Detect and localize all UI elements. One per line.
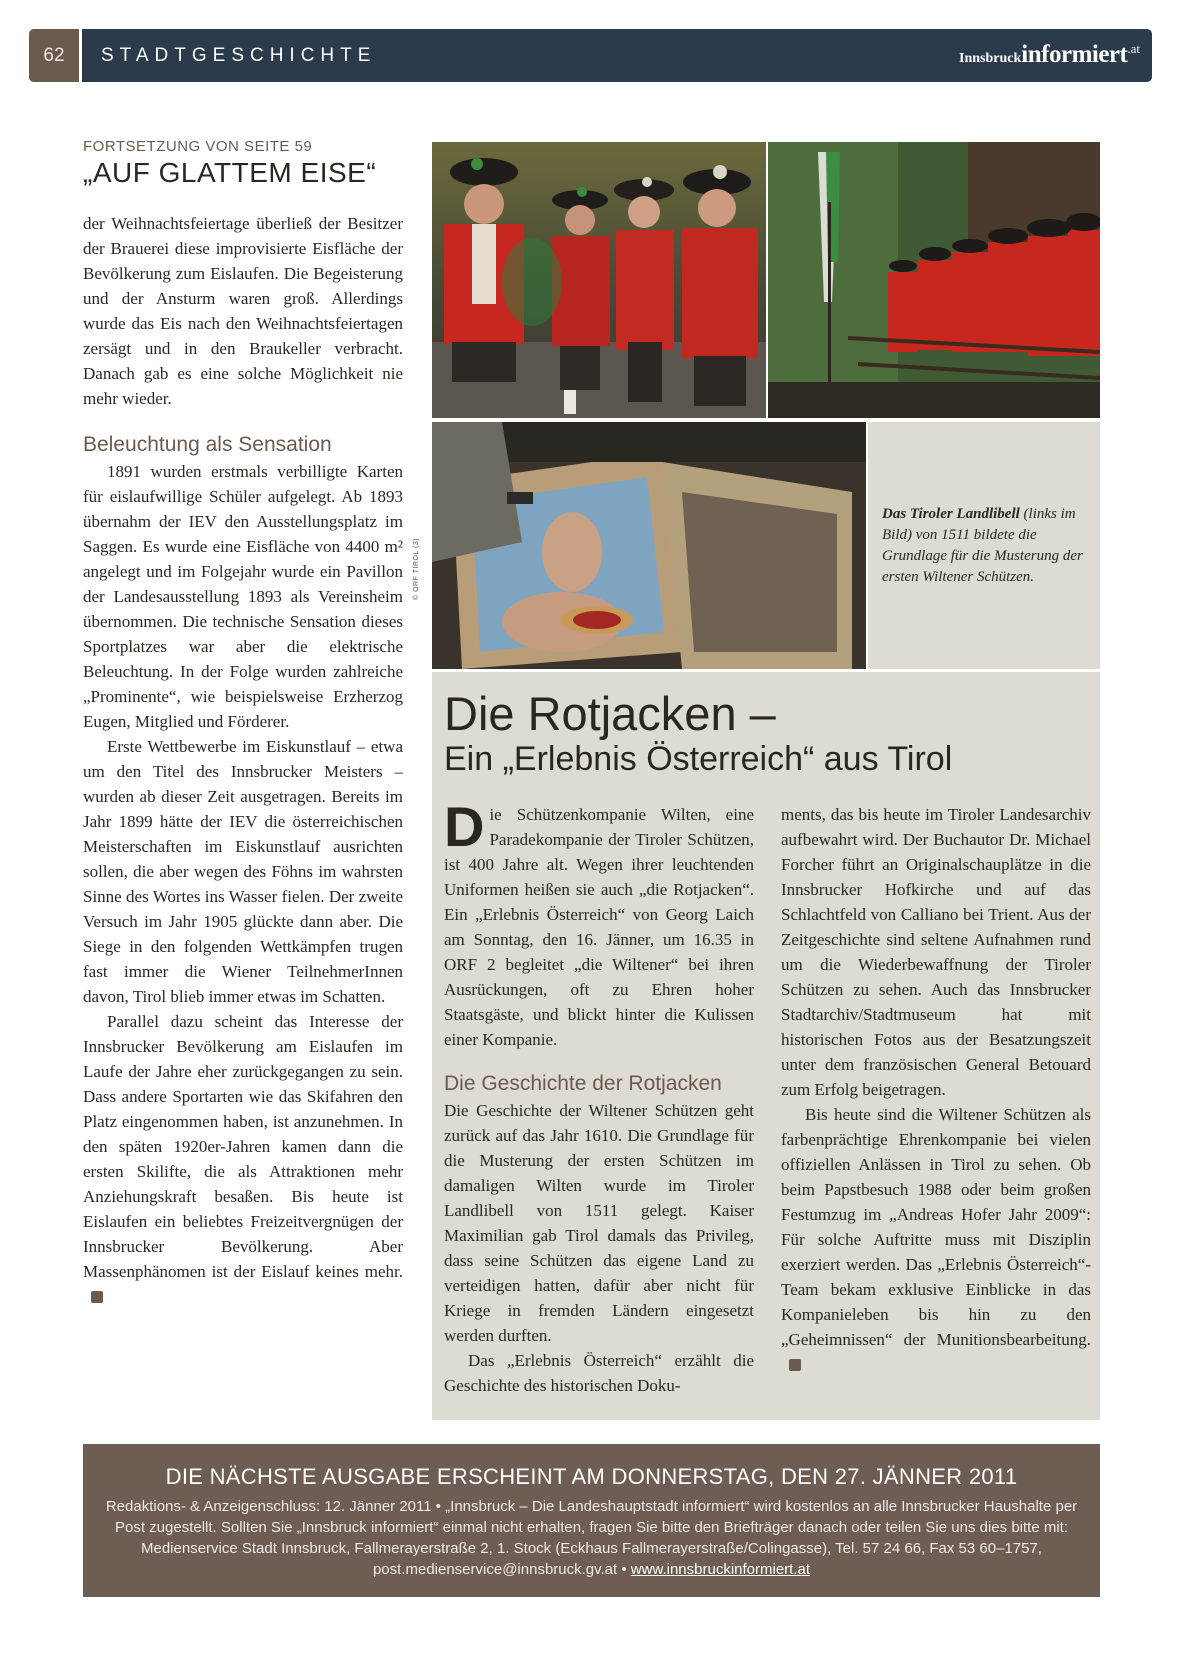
page-number: 62: [29, 29, 79, 82]
left-article: [83, 138, 403, 1309]
feature-closing-wrap: [781, 1102, 1091, 1377]
website-link[interactable]: www.innsbruckinformiert.at: [630, 1561, 811, 1578]
left-paragraph-1: der Weihnachtsfeiertage überließ der Besitzer der Brauerei diese improvisierte Eisfläche der Bevölkerung zum Eislaufen. Die Begeisterung und der Ansturm waren groß. Allerdings wurde das Eis nach den Weihnachtsfeiertagen zersägt und in den Braukeller verbracht. Danach gab es eine solche Möglichkeit nie mehr wieder.: [83, 214, 403, 408]
footer-headline: DIE NÄCHSTE AUSGABE ERSCHEINT AM DONNERSTAG, DEN 27. JÄNNER 2011: [165, 1464, 1018, 1489]
caption-box: [868, 422, 1100, 669]
next-issue-footer: [83, 1444, 1100, 1597]
feature-column-1: [444, 795, 754, 1398]
footer-text-wrap: [97, 1496, 1086, 1580]
end-mark-icon: [91, 1291, 103, 1303]
left-paragraph-3: Erste Wettbewerbe im Eiskunstlauf – etwa um den Titel des Innsbrucker Meisters – wurden ab dieser Zeit ausgetragen. Bereits im Jahr 1899 hätte der IEV die österreichischen Meisterschaften im Eiskunstlauf ausrichten sollen, die aber wegen des Föhns im wahrsten Sinne des Wortes ins Wasser fielen. Der zweite Versuch im Jahr 1905 glückte dann aber. Die Siege in den folgenden Wettkämpfen trugen fast immer die Wiener TeilnehmerInnen davon, Tirol blieb immer etwas im Schatten.: [83, 737, 403, 1006]
page-header: [29, 29, 1152, 82]
feature-subtitle: Ein „Erlebnis Österreich“ aus Tirol: [444, 740, 953, 778]
feature-intro: [444, 795, 754, 1052]
left-paragraph-4: Parallel dazu scheint das Interesse der Innsbrucker Bevölkerung am Eislaufen im Laufe der Jahre eher zurückgegangen zu sein. Dass andere Sportarten wie das Skifahren den Platz eingenommen haben, ist anzunehmen. In den späten 1920er-Jahren kamen dann die ersten Skilifte, die als Attraktionen mehr Anziehungskraft besaßen. Bis heute ist Eislaufen ein beliebtes Freizeitvergnügen der Innsbrucker Bevölkerung. Aber Massenphänomen ist der Eislauf keines mehr.: [83, 1012, 403, 1281]
drop-cap: D: [444, 795, 485, 858]
brand-logo: [959, 41, 1140, 69]
feature-story-cont: ments, das bis heute im Tiroler Landesarchiv aufbewahrt wird. Der Buchautor Dr. Michael Forcher führt an Originalschauplätze in die Innsbrucker Hofkirche und auf das Schlachtfeld von Calliano bei Trient. Aus der Zeitgeschichte sind seltene Aufnahmen rund um die Wiederbewaffnung der Tiroler Schützen zu sehen. Auch das Innsbrucker Stadtarchiv/Stadtmuseum hat mit historischen Fotos aus der Besatzungszeit unter dem französischen General Betouard zum Erfolg beigetragen.: [781, 805, 1091, 1099]
brand-main: informiert: [1021, 41, 1128, 68]
photo-parade: [432, 142, 766, 418]
continuation-kicker: FORTSETZUNG VON SEITE 59: [83, 138, 313, 155]
feature-history: Die Geschichte der Wiltener Schützen geht zurück auf das Jahr 1610. Die Grundlage für die Musterung der ersten Schützen im damaligen Wilten wurde im Tiroler Landlibell von 1511 gelegt. Kaiser Maximilian gab Tirol damals das Privileg, dass seine Schützen das eigene Land zu verteidigen hatten, dafür aber nicht für Kriege in fremden Ländern eingesetzt werden durften.: [444, 1101, 754, 1345]
left-headline: „AUF GLATTEM EISE“: [83, 157, 377, 188]
photo-credit: © ORF TIROL (3): [413, 537, 420, 600]
end-mark-icon: [789, 1359, 801, 1371]
feature-closing: Bis heute sind die Wiltener Schützen als farbenprächtige Ehrenkompanie bei vielen offiziellen Anlässen in Tirol zu sehen. Ob beim Papstbesuch 1988 oder beim großen Festumzug im „Andreas Hofer Jahr 2009“: Für solche Auftritte muss mit Disziplin exerziert werden. Das „Erlebnis Österreich“-Team bekam exklusive Einblicke in das Kompanieleben bis hin zu den „Geheimnissen“ der Munitionsbearbeitung.: [781, 1105, 1091, 1349]
header-divider: [79, 29, 82, 82]
feature-title: Die Rotjacken –: [444, 687, 776, 740]
feature-column-2: [781, 802, 1091, 1377]
feature-story-start: Das „Erlebnis Österreich“ erzählt die Geschichte des historischen Doku-: [444, 1351, 754, 1395]
left-paragraph-2: 1891 wurden erstmals verbilligte Karten für eislaufwillige Schüler aufgelegt. Ab 1893 übernahm der IEV den Ausstellungsplatz im Saggen. Es wurde eine Eisfläche von 4400 m² angelegt und im Folgejahr wurde ein Pavillon der Landesausstellung 1893 als Vereinsheim übernommen. Die technische Sensation dieses Sportplatzes war aber die elektrische Beleuchtung. In der Folge wurden zahlreiche „Prominente“, wie beispielsweise Erzherzog Eugen, Mitglied und Förderer.: [83, 462, 403, 731]
feature-subhead: Die Geschichte der Rotjacken: [444, 1072, 722, 1095]
feature-article: [432, 672, 1100, 1420]
photo-riflemen: [768, 142, 1100, 418]
photo-landlibell: [432, 422, 866, 669]
photo-caption: [882, 504, 1087, 588]
footer-text: Redaktions- & Anzeigenschluss: 12. Jänner 2011 • „Innsbruck – Die Landeshauptstadt informiert“ wird kostenlos an alle Innsbrucker Haushalte per Post zugestellt. Sollten Sie „Innsbruck informiert“ einmal nicht erhalten, fragen Sie bitte den Briefträger danach oder teilen Sie uns dies bitte mit: Medienservice Stadt Innsbruck, Fallmerayerstraße 2, 1. Stock (Eckhaus Fallmerayerstraße/Colingasse), Tel. 57 24 66, Fax 53 60–1757, post.medienservice@innsbruck.gv.at •: [105, 1498, 1078, 1578]
caption-bold: Das Tiroler Landlibell: [882, 506, 1020, 522]
left-paragraph-4-wrap: [83, 1009, 403, 1309]
section-title: STADTGESCHICHTE: [101, 45, 377, 66]
caption-text: (links im Bild) von 1511 bildete die Grundlage für die Musterung der ersten Wiltener Schützen.: [882, 506, 1083, 585]
brand-prefix: Innsbruck: [959, 51, 1022, 66]
brand-tld: .at: [1127, 41, 1140, 56]
feature-intro-text: ie Schützenkompanie Wilten, eine Paradekompanie der Tiroler Schützen, ist 400 Jahre alt. Wegen ihrer leuchtenden Uniformen heißen sie auch „die Rotjacken“. Ein „Erlebnis Österreich“ von Georg Laich am Sonntag, den 16. Jänner, um 16.35 in ORF 2 begleitet „die Wiltener“ bei ihren Ausrückungen, oft zu Ehren hoher Staatsgäste, und blickt hinter die Kulissen einer Kompanie.: [444, 805, 754, 1049]
left-subhead: Beleuchtung als Sensation: [83, 433, 332, 456]
